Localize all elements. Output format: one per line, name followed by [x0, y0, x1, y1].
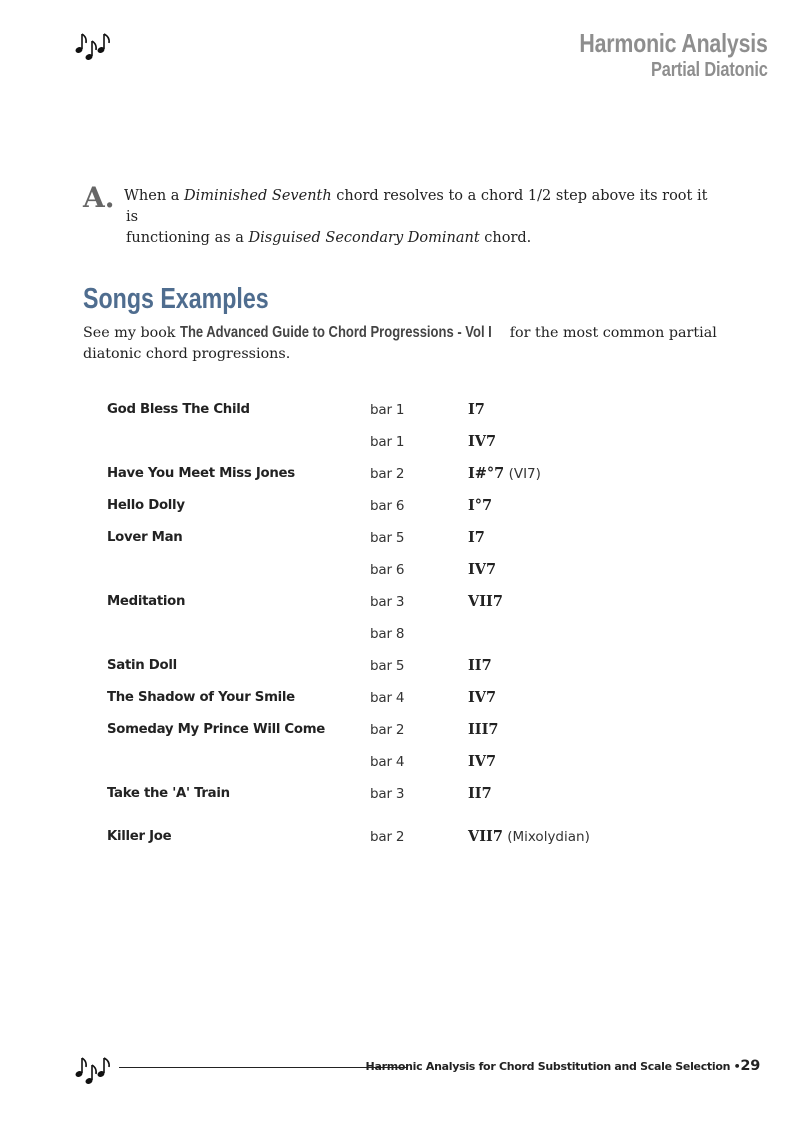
footer-title: Harmonic Analysis for Chord Substitution and Scale Selection •: [365, 1060, 741, 1073]
point-text-2: chord resolves to a chord 1/2 step above its root it is: [126, 188, 708, 225]
point-italic-1: Diminished Seventh: [184, 188, 332, 204]
song-row: [107, 400, 707, 432]
book-title: The Advanced Guide to Chord Progressions - Vol I: [180, 324, 492, 341]
chord-value: II7: [468, 657, 492, 674]
chord-value: I7: [468, 529, 485, 546]
point-italic-2: Disguised Secondary Dominant: [248, 230, 480, 246]
chord-symbol: [468, 785, 492, 802]
song-title: The Shadow of Your Smile: [107, 690, 295, 705]
chord-value: I°7: [468, 497, 493, 514]
header-title: Harmonic Analysis: [579, 28, 768, 58]
chord-value: VII7: [468, 593, 503, 610]
chord-value: II7: [468, 785, 492, 802]
chord-symbol: [468, 657, 492, 674]
music-notes-icon: [74, 31, 118, 61]
music-notes-icon: [74, 1055, 118, 1085]
page-number: 29: [740, 1058, 760, 1074]
bar-number: bar 4: [370, 690, 405, 706]
bar-number: bar 3: [370, 594, 405, 610]
bar-number: bar 4: [370, 754, 405, 770]
song-title: Lover Man: [107, 530, 183, 545]
chord-value: I7: [468, 401, 485, 418]
chord-symbol: [468, 561, 496, 578]
chord-symbol: [468, 689, 496, 706]
song-row: [107, 720, 707, 752]
point-text-1: When a: [124, 188, 185, 204]
intro-text-1: See my book: [83, 325, 181, 341]
song-row: [107, 827, 707, 859]
section-title: Songs Examples: [83, 283, 269, 315]
song-title: Satin Doll: [107, 658, 177, 673]
bar-number: bar 5: [370, 530, 405, 546]
chord-value: IV7: [468, 433, 497, 450]
chord-value: VII7: [468, 828, 503, 845]
chord-value: IV7: [468, 753, 497, 770]
chord-symbol: [468, 433, 496, 450]
point-text: [83, 186, 723, 249]
footer: [366, 1058, 760, 1074]
bar-number: bar 1: [370, 402, 405, 418]
chord-symbol: [468, 497, 492, 514]
song-row: [107, 592, 707, 624]
chord-symbol: [468, 529, 485, 546]
chord-value: IV7: [468, 689, 497, 706]
bar-number: bar 2: [370, 829, 405, 845]
chord-value: I#°7: [468, 465, 505, 482]
header-subtitle: Partial Diatonic: [651, 59, 768, 81]
song-row: [107, 624, 707, 656]
song-row: [107, 560, 707, 592]
bar-number: bar 6: [370, 498, 405, 514]
chord-value: III7: [468, 721, 499, 738]
point-text-3: functioning as a: [126, 230, 249, 246]
song-title: Have You Meet Miss Jones: [107, 466, 295, 481]
song-row: [107, 784, 707, 816]
song-row: [107, 432, 707, 464]
song-row: [107, 688, 707, 720]
point-letter: A.: [83, 181, 115, 214]
song-row: [107, 496, 707, 528]
section-intro: [83, 322, 723, 365]
chord-symbol: [468, 401, 485, 418]
song-title: God Bless The Child: [107, 402, 250, 417]
point-text-4: chord.: [479, 230, 532, 246]
chord-symbol: [468, 753, 496, 770]
song-title: Meditation: [107, 594, 186, 609]
bar-number: bar 2: [370, 466, 405, 482]
bar-number: bar 8: [370, 626, 405, 642]
intro-text-2: for the most common partial diatonic chord progressions.: [83, 325, 717, 362]
song-title: Hello Dolly: [107, 498, 185, 513]
song-title: Take the 'A' Train: [107, 786, 230, 801]
bar-number: bar 3: [370, 786, 405, 802]
song-row: [107, 752, 707, 784]
song-row: [107, 528, 707, 560]
chord-note: (Mixolydian): [502, 829, 590, 845]
page-header: [580, 28, 768, 82]
chord-symbol: [468, 465, 541, 482]
songs-list: [107, 400, 707, 859]
bar-number: bar 6: [370, 562, 405, 578]
bar-number: bar 5: [370, 658, 405, 674]
bar-number: bar 1: [370, 434, 405, 450]
song-title: Killer Joe: [107, 829, 172, 844]
song-row: [107, 656, 707, 688]
chord-symbol: [468, 721, 498, 738]
chord-value: IV7: [468, 561, 497, 578]
chord-note: (VI7): [504, 466, 541, 482]
song-row: [107, 464, 707, 496]
point-a: [83, 181, 723, 249]
chord-symbol: [468, 593, 503, 610]
chord-symbol: [468, 828, 590, 845]
song-title: Someday My Prince Will Come: [107, 722, 325, 737]
bar-number: bar 2: [370, 722, 405, 738]
